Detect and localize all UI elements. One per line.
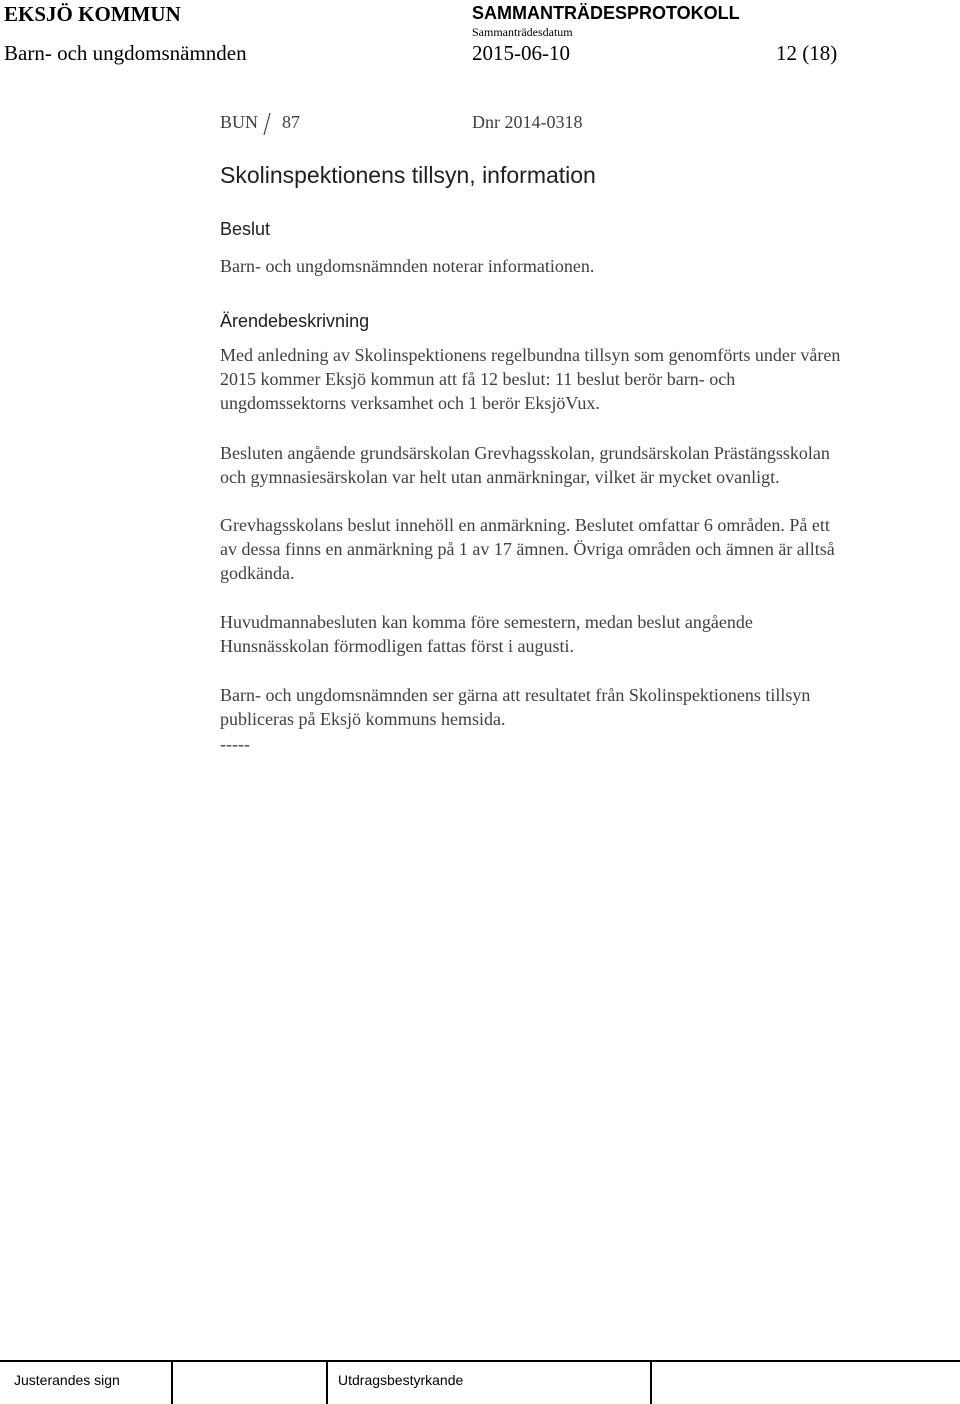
arendebeskrivning-heading: Ärendebeskrivning: [220, 311, 370, 331]
paragraph-line: och gymnasiesärskolan var helt utan anmärkningar, vilket är mycket ovanligt.: [220, 467, 780, 487]
footer-divider: [326, 1362, 328, 1404]
footer-divider: [171, 1362, 173, 1404]
paragraph-sign-icon: [262, 111, 272, 137]
paragraph-line: ungdomssektorns verksamhet och 1 berör EksjöVux.: [220, 393, 600, 413]
end-marker: -----: [220, 734, 250, 754]
paragraph-line: Besluten angående grundsärskolan Grevhagsskolan, grundsärskolan Prästängsskolan: [220, 443, 830, 463]
footer-rule: [0, 1360, 960, 1362]
utdragsbestyrkande-label: Utdragsbestyrkande: [338, 1372, 464, 1388]
paragraph-1: [220, 343, 940, 415]
paragraph-line: av dessa finns en anmärkning på 1 av 17 ämnen. Övriga områden och ämnen är alltså: [220, 539, 835, 559]
date-label: Sammanträdesdatum: [472, 25, 573, 39]
bun-label: BUN: [220, 112, 259, 132]
paragraph-2: [220, 441, 940, 489]
organization-name: EKSJÖ KOMMUN: [4, 2, 181, 26]
paragraph-line: Barn- och ungdomsnämnden ser gärna att resultatet från Skolinspektionens tillsyn: [220, 685, 811, 705]
paragraph-line: Hunsnässkolan förmodligen fattas först i augusti.: [220, 636, 574, 656]
page-number: 12 (18): [776, 41, 838, 65]
section-title: Skolinspektionens tillsyn, information: [220, 162, 596, 188]
paragraph-line: Med anledning av Skolinspektionens regelbundna tillsyn som genomförts under våren: [220, 345, 841, 365]
beslut-line: Barn- och ungdomsnämnden noterar informationen.: [220, 256, 595, 276]
footer-divider: [650, 1362, 652, 1404]
beslut-heading: Beslut: [220, 219, 271, 239]
document-type: SAMMANTRÄDESPROTOKOLL: [472, 3, 740, 23]
board-name: Barn- och ungdomsnämnden: [4, 41, 247, 65]
paragraph-line: Grevhagsskolans beslut innehöll en anmärkning. Beslutet omfattar 6 områden. På ett: [220, 515, 830, 535]
paragraph-line: godkända.: [220, 563, 295, 583]
paragraph-line: publiceras på Eksjö kommuns hemsida.: [220, 709, 506, 729]
paragraph-5: [220, 683, 940, 731]
beslut-text: [220, 254, 940, 278]
paragraph-4: [220, 610, 940, 658]
paragraph-3: [220, 513, 940, 585]
paragraph-line: Huvudmannabesluten kan komma före semestern, medan beslut angående: [220, 612, 753, 632]
diary-number: Dnr 2014-0318: [472, 112, 583, 132]
meeting-date: 2015-06-10: [472, 41, 570, 65]
section-identifier: [220, 112, 940, 138]
paragraph-line: 2015 kommer Eksjö kommun att få 12 beslut: 11 beslut berör barn- och: [220, 369, 736, 389]
bun-number: 87: [282, 112, 300, 132]
justerandes-sign-label: Justerandes sign: [14, 1372, 120, 1388]
